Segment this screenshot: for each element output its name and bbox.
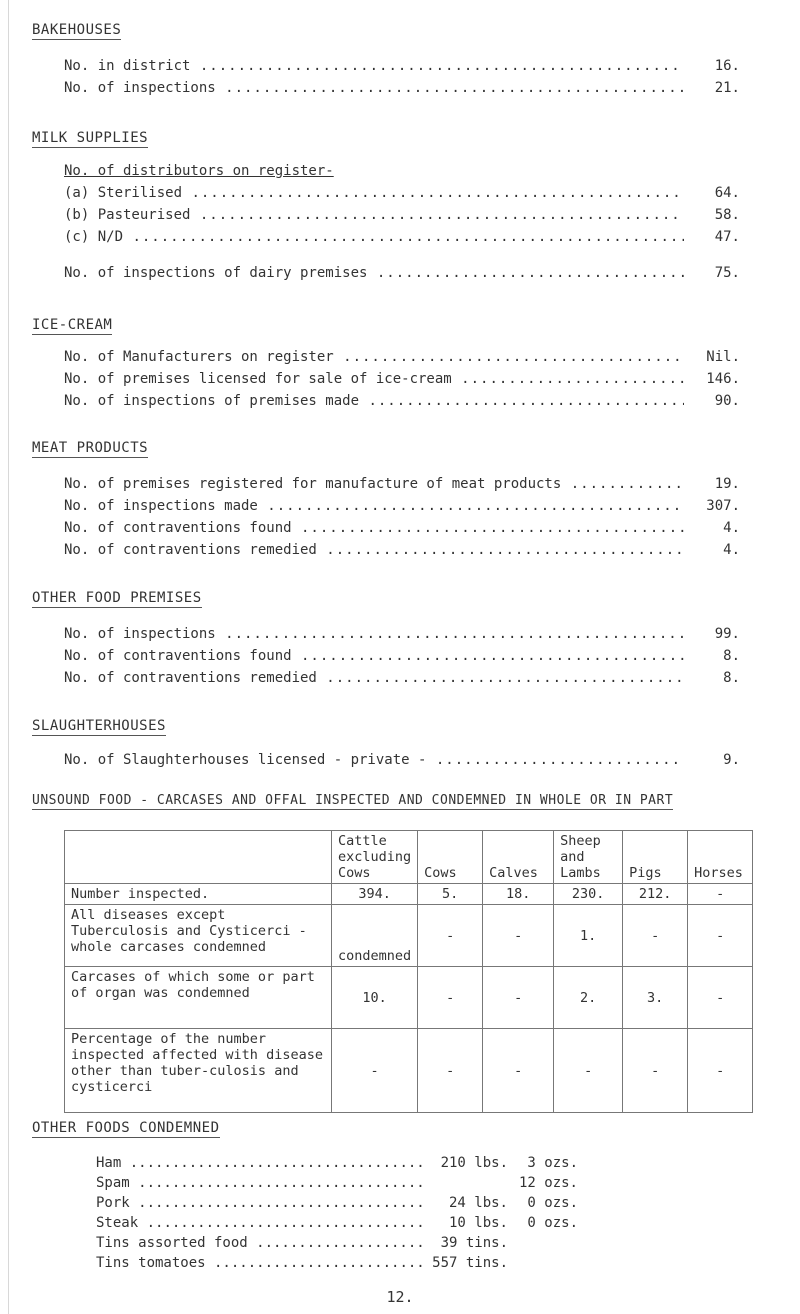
data-cell: 5. [418, 884, 483, 905]
carcase-inspection-table [64, 830, 753, 1113]
milk-heading: MILK SUPPLIES [32, 130, 149, 146]
item-name: Spam ..... [96, 1175, 428, 1191]
data-cell: - [554, 1029, 623, 1113]
bakehouses-row [0, 80, 800, 102]
bakehouses-row [0, 58, 800, 80]
otherfood-row [0, 626, 800, 648]
item-quantity-secondary: 0 ozs. [527, 1195, 578, 1211]
data-cell: - [483, 1029, 554, 1113]
item-quantity-primary: 39 tins. [440, 1235, 508, 1251]
column-header: Cattle excluding Cows [332, 831, 418, 884]
row-label: No. of premises registered for manufacture of meat products ..... [64, 476, 684, 492]
meat-row [0, 520, 800, 542]
icecream-row [0, 349, 800, 371]
data-cell: - [688, 967, 753, 1029]
row-value: 4. [719, 520, 740, 536]
item-quantity-primary: 24 lbs. [448, 1195, 508, 1211]
icecream-heading: ICE-CREAM [32, 317, 113, 333]
item-quantity-secondary: 3 ozs. [527, 1155, 578, 1171]
milk-row [0, 265, 800, 287]
data-cell: 1. [554, 905, 623, 967]
item-name: Ham ..... [96, 1155, 428, 1171]
row-label: (c) N/D ..... [64, 229, 684, 245]
row-label: No. of inspections of dairy premises ..... [64, 265, 684, 281]
row-value: 146. [702, 371, 740, 387]
data-cell: - [418, 1029, 483, 1113]
condemned-item [96, 1215, 578, 1231]
row-label: No. of premises licensed for sale of ice-cream ..... [64, 371, 684, 387]
milk-intro-text: No. of distributors on register- [64, 163, 334, 179]
table-row [65, 967, 753, 1029]
slaughter-row [0, 752, 800, 774]
data-cell: - [623, 1029, 688, 1113]
table-row [65, 1029, 753, 1113]
row-label: No. of inspections made ..... [64, 498, 684, 514]
otherfood-heading: OTHER FOOD PREMISES [32, 590, 202, 606]
item-quantity-primary: 557 tins. [432, 1255, 508, 1271]
row-label: (b) Pasteurised ..... [64, 207, 684, 223]
item-name: Pork ..... [96, 1195, 428, 1211]
data-cell: - [483, 905, 554, 967]
milk-row [0, 185, 800, 207]
icecream-row [0, 393, 800, 415]
data-cell: - [688, 884, 753, 905]
row-value: 99. [711, 626, 740, 642]
row-label: No. in district ..... [64, 58, 684, 74]
data-cell: - [483, 967, 554, 1029]
item-quantity-primary: 10 lbs. [448, 1215, 508, 1231]
row-value: 90. [711, 393, 740, 409]
item-quantity-secondary: 12 ozs. [518, 1175, 578, 1191]
page-number: 12. [386, 1288, 414, 1306]
item-quantity-primary: 210 lbs. [440, 1155, 508, 1171]
otherfood-row [0, 670, 800, 692]
row-value: 16. [711, 58, 740, 74]
row-label-cell: All diseases except Tuberculosis and Cysticerci - whole carcases condemned [65, 905, 332, 967]
bakehouses-heading: BAKEHOUSES [32, 22, 122, 38]
row-label: No. of inspections ..... [64, 626, 684, 642]
row-label-cell: Number inspected. [65, 884, 332, 905]
condemned-item [96, 1255, 578, 1271]
row-label: No. of inspections ..... [64, 80, 684, 96]
row-label: (a) Sterilised ..... [64, 185, 684, 201]
data-cell: - [332, 1029, 418, 1113]
item-quantity-secondary: 0 ozs. [527, 1215, 578, 1231]
data-cell: 230. [554, 884, 623, 905]
row-value: 64. [711, 185, 740, 201]
row-value: Nil. [702, 349, 740, 365]
data-cell: 2. [554, 967, 623, 1029]
column-header: Cows [418, 831, 483, 884]
condemned-item [96, 1195, 578, 1211]
row-value: 8. [719, 670, 740, 686]
row-label-cell: Percentage of the number inspected affected with disease other than tuber-culosis and cysticerci [65, 1029, 332, 1113]
table-row [65, 884, 753, 905]
meat-row [0, 476, 800, 498]
column-header: Horses [688, 831, 753, 884]
row-value: 75. [711, 265, 740, 281]
slaughter-heading: SLAUGHTERHOUSES [32, 718, 166, 734]
data-cell: - [418, 905, 483, 967]
column-header: Pigs [623, 831, 688, 884]
row-label: No. of contraventions remedied ..... [64, 542, 684, 558]
milk-intro [0, 163, 800, 185]
table-row [65, 905, 753, 967]
data-cell: 394. [332, 884, 418, 905]
row-label: No. of contraventions remedied ..... [64, 670, 684, 686]
row-value: 58. [711, 207, 740, 223]
column-header: Calves [483, 831, 554, 884]
icecream-row [0, 371, 800, 393]
data-cell: - [688, 905, 753, 967]
data-cell: 18. [483, 884, 554, 905]
item-name: Steak ..... [96, 1215, 428, 1231]
row-value: 307. [702, 498, 740, 514]
milk-row [0, 207, 800, 229]
data-cell: condemned [332, 905, 418, 967]
data-cell: 212. [623, 884, 688, 905]
table-corner-cell [65, 831, 332, 884]
condemned-item [96, 1175, 578, 1191]
data-cell: 3. [623, 967, 688, 1029]
item-name: Tins tomatoes ..... [96, 1255, 428, 1271]
row-label-cell: Carcases of which some or part of organ was condemned [65, 967, 332, 1029]
data-cell: - [418, 967, 483, 1029]
item-name: Tins assorted food ..... [96, 1235, 428, 1251]
unsound-heading: UNSOUND FOOD - CARCASES AND OFFAL INSPECTED AND CONDEMNED IN WHOLE OR IN PART [32, 793, 674, 808]
otherfood-row [0, 648, 800, 670]
row-label: No. of contraventions found ..... [64, 520, 684, 536]
row-label: No. of contraventions found ..... [64, 648, 684, 664]
row-label: No. of inspections of premises made ..... [64, 393, 684, 409]
meat-heading: MEAT PRODUCTS [32, 440, 149, 456]
data-cell: - [688, 1029, 753, 1113]
row-label: No. of Slaughterhouses licensed - private - ..... [64, 752, 684, 768]
row-value: 19. [711, 476, 740, 492]
column-header: Sheep and Lambs [554, 831, 623, 884]
row-label: No. of Manufacturers on register ..... [64, 349, 684, 365]
meat-row [0, 542, 800, 564]
row-value: 9. [719, 752, 740, 768]
row-value: 21. [711, 80, 740, 96]
data-cell: - [623, 905, 688, 967]
data-cell: 10. [332, 967, 418, 1029]
milk-row [0, 229, 800, 251]
condemned-item [96, 1155, 578, 1171]
condemned-item [96, 1235, 578, 1251]
condemned-heading: OTHER FOODS CONDEMNED [32, 1120, 220, 1136]
row-value: 47. [711, 229, 740, 245]
row-value: 4. [719, 542, 740, 558]
meat-row [0, 498, 800, 520]
row-value: 8. [719, 648, 740, 664]
table-header-row [65, 831, 753, 884]
